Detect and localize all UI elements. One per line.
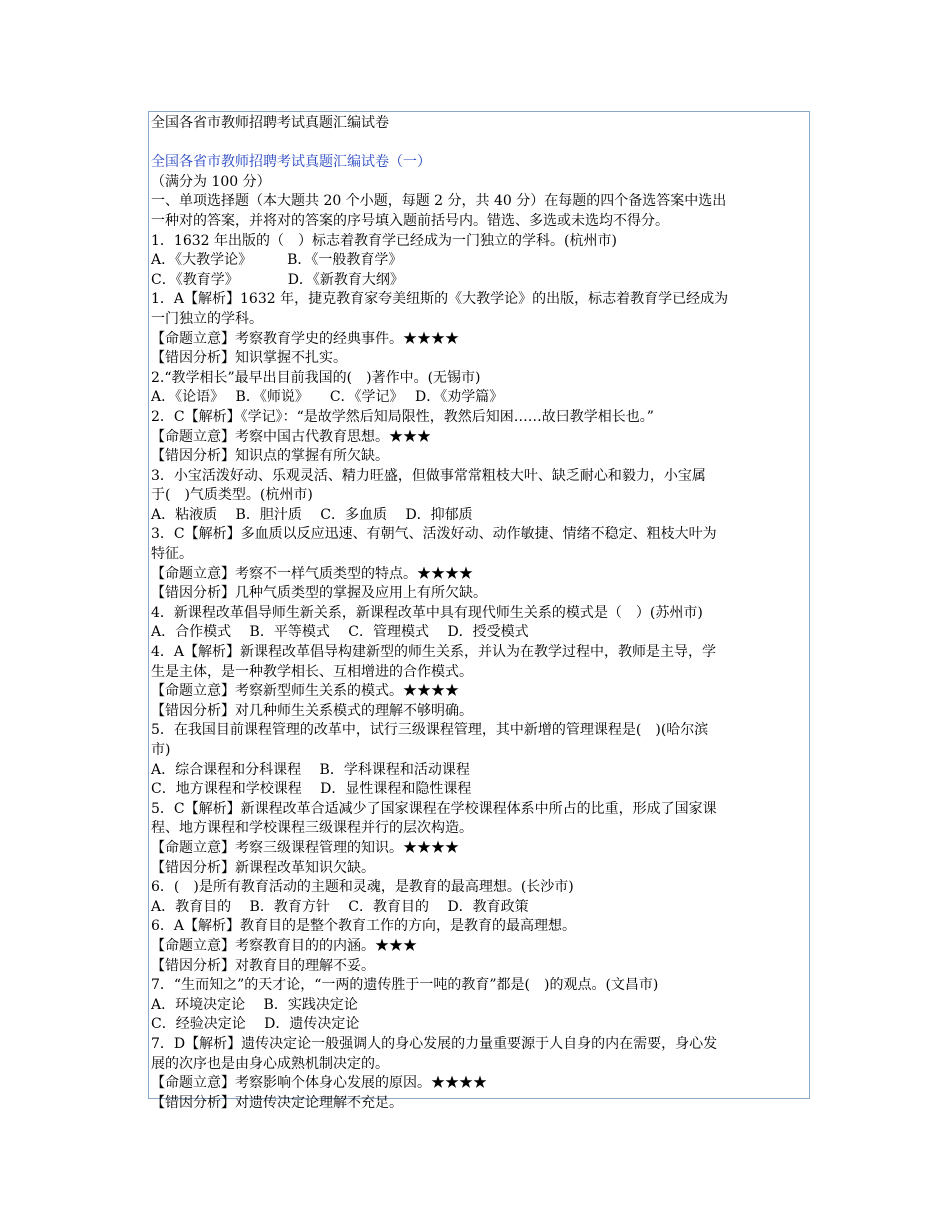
question-line: A．环境决定论 B．实践决定论 xyxy=(151,996,358,1013)
question-line: 1．A【解析】1632 年，捷克教育家夸美纽斯的《大教学论》的出版，标志着教育学已经成为 xyxy=(151,291,729,308)
question-line: C．经验决定论 D．遗传决定论 xyxy=(151,1016,360,1033)
question-line: A．综合课程和分科课程 B．学科课程和活动课程 xyxy=(151,761,470,778)
question-line: 5．C【解析】新课程改革合适减少了国家课程在学校课程体系中所占的比重，形成了国家课 xyxy=(151,800,717,817)
question-line: 一门独立的学科。 xyxy=(151,310,263,327)
question-line: 【命题立意】考察教育学史的经典事件。★★★★ xyxy=(151,330,459,347)
question-line: 4．A【解析】新课程改革倡导构建新型的师生关系，并认为在教学过程中，教师是主导，学 xyxy=(151,644,717,661)
question-line: 特征。 xyxy=(151,546,193,563)
question-line: 【命题立意】考察中国古代教育思想。★★★ xyxy=(151,428,431,445)
question-line: 3．C【解析】多血质以反应迅速、有朝气、活泼好动、动作敏捷、情绪不稳定、粗枝大叶为 xyxy=(151,526,717,543)
question-line: 【错因分析】知识点的掌握有所欠缺。 xyxy=(151,448,389,465)
full-score-note: （满分为 100 分） xyxy=(151,173,271,190)
question-line: 4．新课程改革倡导师生新关系，新课程改革中具有现代师生关系的模式是（ ）(苏州市) xyxy=(151,604,703,621)
question-line: 生是主体，是一种教学相长、互相增进的合作模式。 xyxy=(151,663,473,680)
question-line: A．合作模式 B．平等模式 C．管理模式 D．授受模式 xyxy=(151,624,529,641)
question-line: C．地方课程和学校课程 D．显性课程和隐性课程 xyxy=(151,781,472,798)
question-line: 1．1632 年出版的（ ）标志着教育学已经成为一门独立的学科。(杭州市) xyxy=(151,232,617,249)
section-title: 全国各省市教师招聘考试真题汇编试卷（一） xyxy=(151,154,431,171)
question-line: 【错因分析】新课程改革知识欠缺。 xyxy=(151,859,375,876)
question-line: 【错因分析】知识掌握不扎实。 xyxy=(151,350,347,367)
question-line: 【命题立意】考察新型师生关系的模式。★★★★ xyxy=(151,683,459,700)
question-line: 市) xyxy=(151,742,171,758)
question-line: 【错因分析】对遗传决定论理解不充足。 xyxy=(151,1094,403,1111)
question-line: 3．小宝活泼好动、乐观灵活、精力旺盛，但做事常常粗枝大叶、缺乏耐心和毅力，小宝属 xyxy=(151,467,706,484)
question-line: A．教育目的 B．教育方针 C．教育目的 D．教育政策 xyxy=(151,898,529,915)
question-line: 【错因分析】对教育目的理解不妥。 xyxy=(151,957,375,974)
question-line: 7．D【解析】遗传决定论一般强调人的身心发展的力量重要源于人自身的内在需要，身心发 xyxy=(151,1035,718,1052)
question-line: 【错因分析】几种气质类型的掌握及应用上有所欠缺。 xyxy=(151,585,487,602)
question-line: A．《大教学论》 B．《一般教育学》 xyxy=(151,252,403,269)
question-line: 【命题立意】考察不一样气质类型的特点。★★★★ xyxy=(151,565,473,582)
question-line: 6．A【解析】教育目的是整个教育工作的方向，是教育的最高理想。 xyxy=(151,918,577,935)
question-list xyxy=(151,232,809,1114)
instructions-line: 一种对的答案，并将对的答案的序号填入题前括号内。错选、多选或未选均不得分。 xyxy=(151,212,669,229)
question-line: A．粘液质 B．胆汁质 C．多血质 D．抑郁质 xyxy=(151,506,473,523)
question-line: 展的次序也是由身心成熟机制决定的。 xyxy=(151,1055,389,1072)
question-line: 7．“生而知之”的天才论，“一两的遗传胜于一吨的教育”都是( )的观点。(文昌市) xyxy=(151,977,659,994)
question-line: 于( )气质类型。(杭州市) xyxy=(151,487,313,504)
question-line: 2.“教学相长”最早出目前我国的( )著作中。(无锡市) xyxy=(151,369,481,386)
question-line: 【命题立意】考察三级课程管理的知识。★★★★ xyxy=(151,839,459,856)
question-line: 2．C【解析】《学记》：“是故学然后知局限性，教然后知困……故曰教学相长也。” xyxy=(151,408,654,425)
question-line: A．《论语》 B．《师说》 C．《学记》 D．《劝学篇》 xyxy=(151,389,504,406)
question-line: 6．( )是所有教育活动的主题和灵魂，是教育的最高理想。(长沙市) xyxy=(151,879,574,896)
question-line: 【错因分析】对几种师生关系模式的理解不够明确。 xyxy=(151,702,473,719)
question-line: C．《教育学》 D．《新教育大纲》 xyxy=(151,271,404,288)
document-title: 全国各省市教师招聘考试真题汇编试卷 xyxy=(151,115,389,131)
instructions-line: 一、单项选择题（本大题共 20 个小题，每题 2 分，共 40 分）在每题的四个备选答案中选出 xyxy=(151,193,727,210)
question-line: 【命题立意】考察影响个体身心发展的原因。★★★★ xyxy=(151,1075,487,1092)
question-line: 5．在我国目前课程管理的改革中，试行三级课程管理，其中新增的管理课程是( )(哈尔滨 xyxy=(151,722,709,739)
question-line: 【命题立意】考察教育目的的内涵。★★★ xyxy=(151,937,417,954)
spacer xyxy=(151,134,809,154)
question-line: 程、地方课程和学校课程三级课程并行的层次构造。 xyxy=(151,820,473,837)
document-body xyxy=(151,114,809,1113)
